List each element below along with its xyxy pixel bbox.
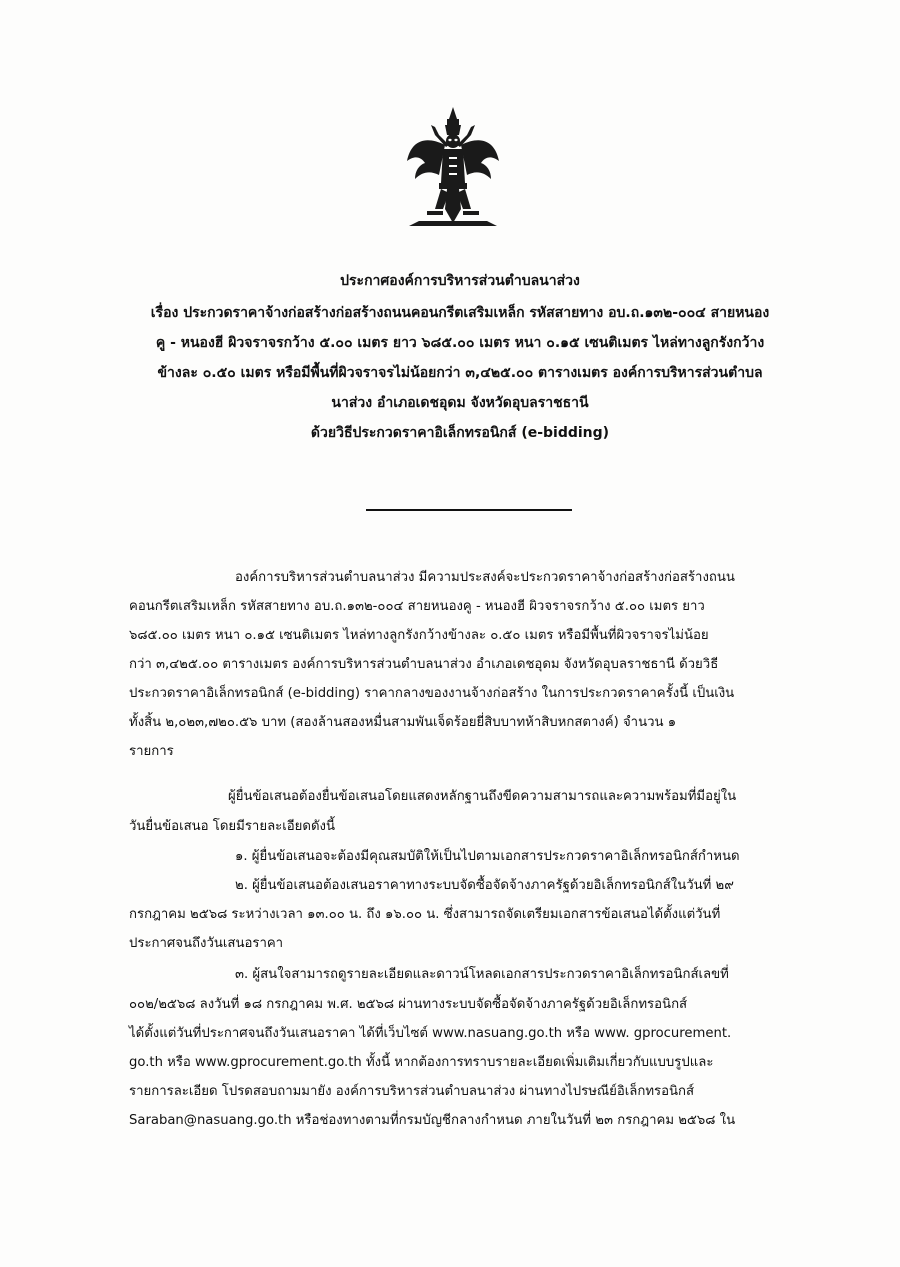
body-line: องค์การบริหารส่วนตำบลนาส่วง มีความประสงค์จะประกวดราคาจ้างก่อสร้างก่อสร้างถนน	[235, 570, 735, 585]
body-line: Saraban@nasuang.go.th หรือช่องทางตามที่กรมบัญชีกลางกำหนด ภายในวันที่ ๒๓ กรกฎาคม ๒๕๖๘ ใน	[129, 1113, 736, 1128]
announcement-title: ประกาศองค์การบริหารส่วนตำบลนาส่วง	[340, 273, 580, 289]
subject-line: นาส่วง อำเภอเดชอุดม จังหวัดอุบลราชธานี	[331, 395, 589, 411]
subject-line: เรื่อง ประกวดราคาจ้างก่อสร้างก่อสร้างถนนคอนกรีตเสริมเหล็ก รหัสสายทาง อบ.ถ.๑๓๒-๐๐๔ สายหนอง	[150, 305, 770, 321]
body-line: ทั้งสิ้น ๒,๐๒๓,๗๒๐.๕๖ บาท (สองล้านสองหมื่นสามพันเจ็ดร้อยยี่สิบบาทห้าสิบหกสตางค์) จำนวน ๑	[129, 715, 677, 730]
body-line: ผู้ยื่นข้อเสนอต้องยื่นข้อเสนอโดยแสดงหลักฐานถึงขีดความสามารถและความพร้อมที่มีอยู่ใน	[228, 789, 737, 804]
body-line: รายการละเอียด โปรดสอบถามมายัง องค์การบริหารส่วนตำบลนาส่วง ผ่านทางไปรษณีย์อิเล็กทรอนิกส์	[129, 1084, 695, 1099]
body-line: คอนกรีตเสริมเหล็ก รหัสสายทาง อบ.ถ.๑๓๒-๐๐๔ สายหนองคู - หนองฮี ผิวจราจรกว้าง ๕.๐๐ เมตร ยาว	[129, 599, 705, 614]
body-line: ๒. ผู้ยื่นข้อเสนอต้องเสนอราคาทางระบบจัดซื้อจัดจ้างภาครัฐด้วยอิเล็กทรอนิกส์ในวันที่ ๒๙	[235, 878, 734, 893]
body-line: ๓. ผู้สนใจสามารถดูรายละเอียดและดาวน์โหลดเอกสารประกวดราคาอิเล็กทรอนิกส์เลขที่	[235, 967, 729, 982]
body-line: ประกาศจนถึงวันเสนอราคา	[129, 936, 284, 951]
subject-line: ด้วยวิธีประกวดราคาอิเล็กทรอนิกส์ (e-bidding)	[310, 425, 610, 441]
body-line: ได้ตั้งแต่วันที่ประกาศจนถึงวันเสนอราคา ได้ที่เว็บไซต์ www.nasuang.go.th หรือ www. gprocurement.	[129, 1026, 732, 1041]
body-line: ประกวดราคาอิเล็กทรอนิกส์ (e-bidding) ราคากลางของงานจ้างก่อสร้าง ในการประกวดราคาครั้งนี้ เป็นเงิน	[129, 686, 735, 701]
body-line: กว่า ๓,๔๒๕.๐๐ ตารางเมตร องค์การบริหารส่วนตำบลนาส่วง อำเภอเดชอุดม จังหวัดอุบลราชธานี ด้วยวิธี	[129, 657, 719, 672]
document-heading	[100, 266, 820, 296]
body-line: ๐๐๒/๒๕๖๘ ลงวันที่ ๑๘ กรกฎาคม พ.ศ. ๒๕๖๘ ผ่านทางระบบจัดซื้อจัดจ้างภาครัฐด้วยอิเล็กทรอนิกส์	[129, 997, 688, 1012]
body-line: go.th หรือ www.gprocurement.go.th ทั้งนี้ หากต้องการทราบรายละเอียดเพิ่มเติมเกี่ยวกับแบบรูปและ	[129, 1055, 714, 1070]
body-line: กรกฎาคม ๒๕๖๘ ระหว่างเวลา ๑๓.๐๐ น. ถึง ๑๖.๐๐ น. ซึ่งสามารถจัดเตรียมเอกสารข้อเสนอได้ตั้งแต่วันที่	[129, 907, 721, 922]
subject-line: ข้างละ ๐.๕๐ เมตร หรือมีพื้นที่ผิวจราจรไม่น้อยกว่า ๓,๔๒๕.๐๐ ตารางเมตร องค์การบริหารส่วนตำบล	[157, 365, 763, 381]
subject-line: คู - หนองฮี ผิวจราจรกว้าง ๕.๐๐ เมตร ยาว ๖๘๕.๐๐ เมตร หนา ๐.๑๕ เซนติเมตร ไหล่ทางลูกรังกว้าง	[155, 335, 765, 351]
heading-divider	[366, 509, 572, 511]
body-line: ๑. ผู้ยื่นข้อเสนอจะต้องมีคุณสมบัติให้เป็นไปตามเอกสารประกวดราคาอิเล็กทรอนิกส์กำหนด	[235, 849, 740, 864]
body-line: รายการ	[129, 744, 174, 759]
subject-block	[100, 298, 820, 448]
garuda-emblem-icon	[405, 105, 501, 233]
body-line: วันยื่นข้อเสนอ โดยมีรายละเอียดดังนี้	[129, 819, 335, 834]
body-line: ๖๘๕.๐๐ เมตร หนา ๐.๑๕ เซนติเมตร ไหล่ทางลูกรังกว้างข้างละ ๐.๕๐ เมตร หรือมีพื้นที่ผิวจราจรไม่น้อย	[129, 628, 709, 643]
